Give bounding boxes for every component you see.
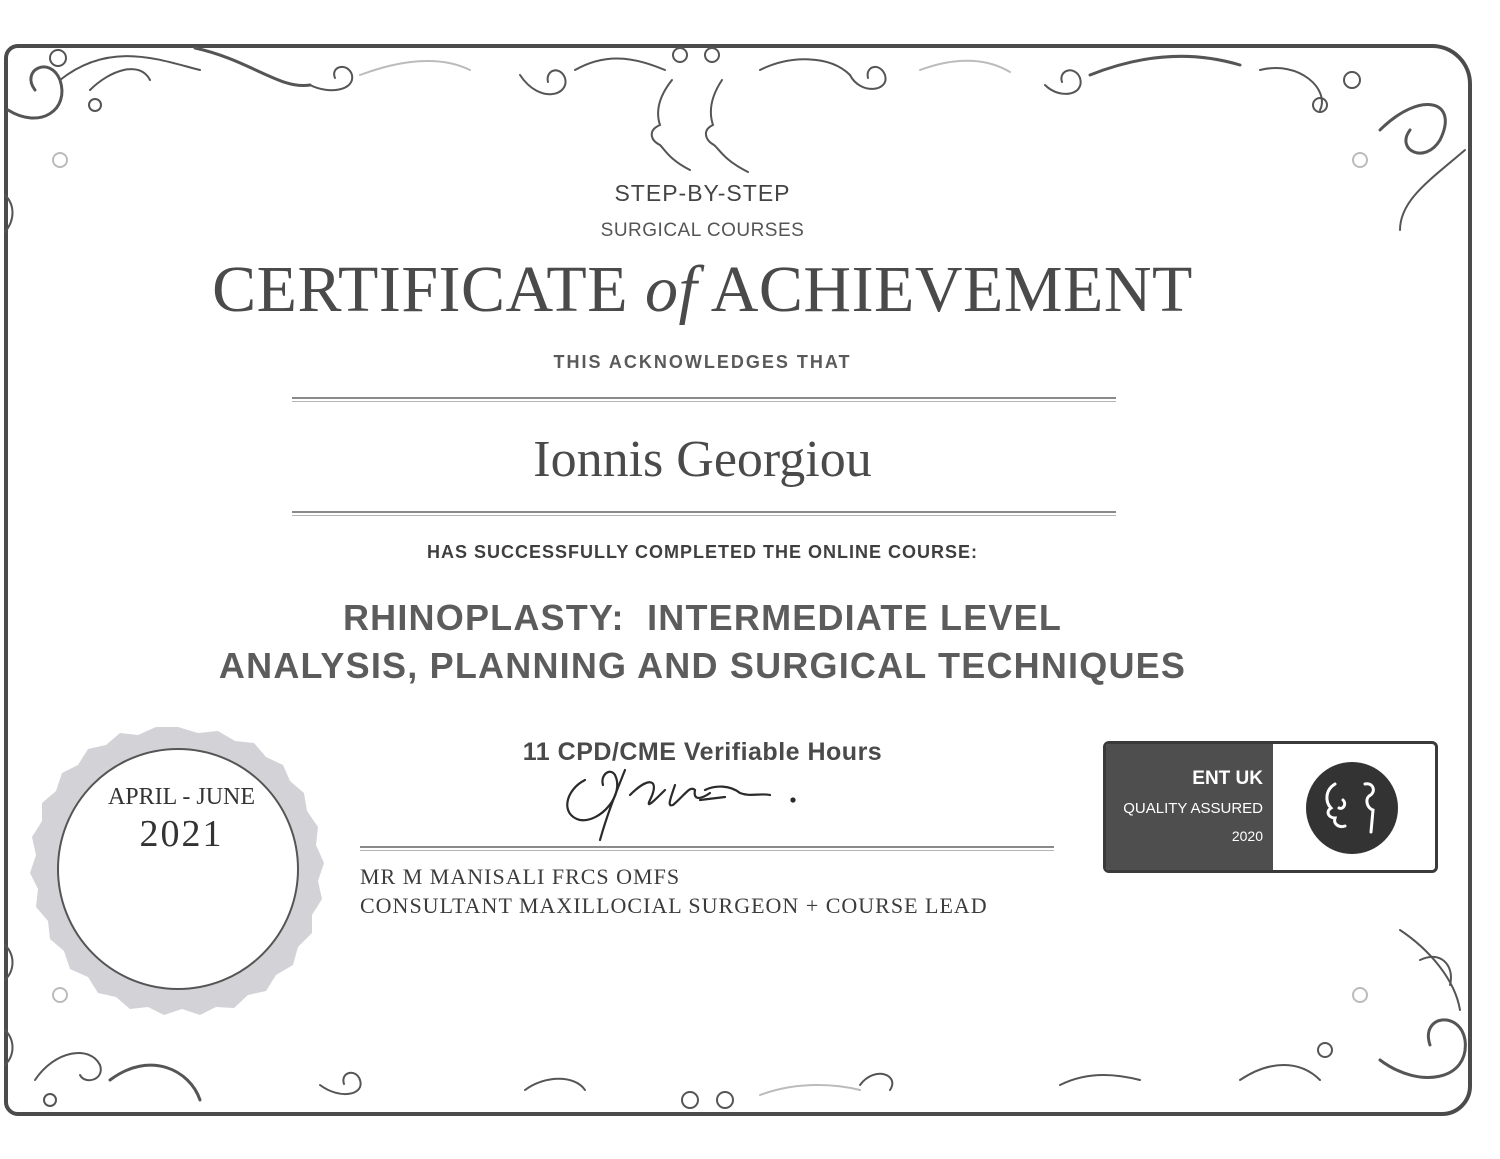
ent-name: ENT UK xyxy=(1192,768,1263,789)
signature-rule xyxy=(360,846,1054,851)
name-bottom-rule xyxy=(292,511,1116,516)
ent-quality: QUALITY ASSURED xyxy=(1123,800,1263,817)
course-title xyxy=(0,594,1405,690)
title-of: of xyxy=(645,253,698,326)
ent-uk-badge xyxy=(1103,741,1438,873)
acknowledges-text: THIS ACKNOWLEDGES THAT xyxy=(553,352,852,372)
seal-period: APRIL - JUNE xyxy=(107,784,256,810)
name-top-rule xyxy=(292,397,1116,402)
course-line-2: ANALYSIS, PLANNING AND SURGICAL TECHNIQUES xyxy=(218,645,1187,686)
face-profile-icon xyxy=(1299,762,1405,854)
course-line-1: RHINOPLASTY: INTERMEDIATE LEVEL xyxy=(342,597,1063,638)
signature xyxy=(555,755,815,845)
ent-badge-text xyxy=(1106,744,1273,870)
brand-name: STEP-BY-STEP xyxy=(614,180,791,206)
signatory-title: CONSULTANT MAXILLOCIAL SURGEON + COURSE LEAD xyxy=(360,893,988,918)
cpd-hours: 11 CPD/CME Verifiable Hours xyxy=(522,738,883,766)
title-main: CERTIFICATE xyxy=(212,253,629,326)
completed-text: HAS SUCCESSFULLY COMPLETED THE ONLINE COURSE: xyxy=(426,542,979,562)
brand-subtitle: SURGICAL COURSES xyxy=(600,220,805,241)
title-end: ACHIEVEMENT xyxy=(710,253,1193,326)
ent-year: 2020 xyxy=(1231,828,1263,844)
signatory-block xyxy=(360,862,988,920)
certificate-title xyxy=(0,252,1405,328)
date-seal xyxy=(28,725,328,1015)
signatory-name: MR M MANISALI FRCS OMFS xyxy=(360,864,681,889)
recipient-name: Ionnis Georgiou xyxy=(533,431,872,488)
seal-year: 2021 xyxy=(139,813,224,855)
